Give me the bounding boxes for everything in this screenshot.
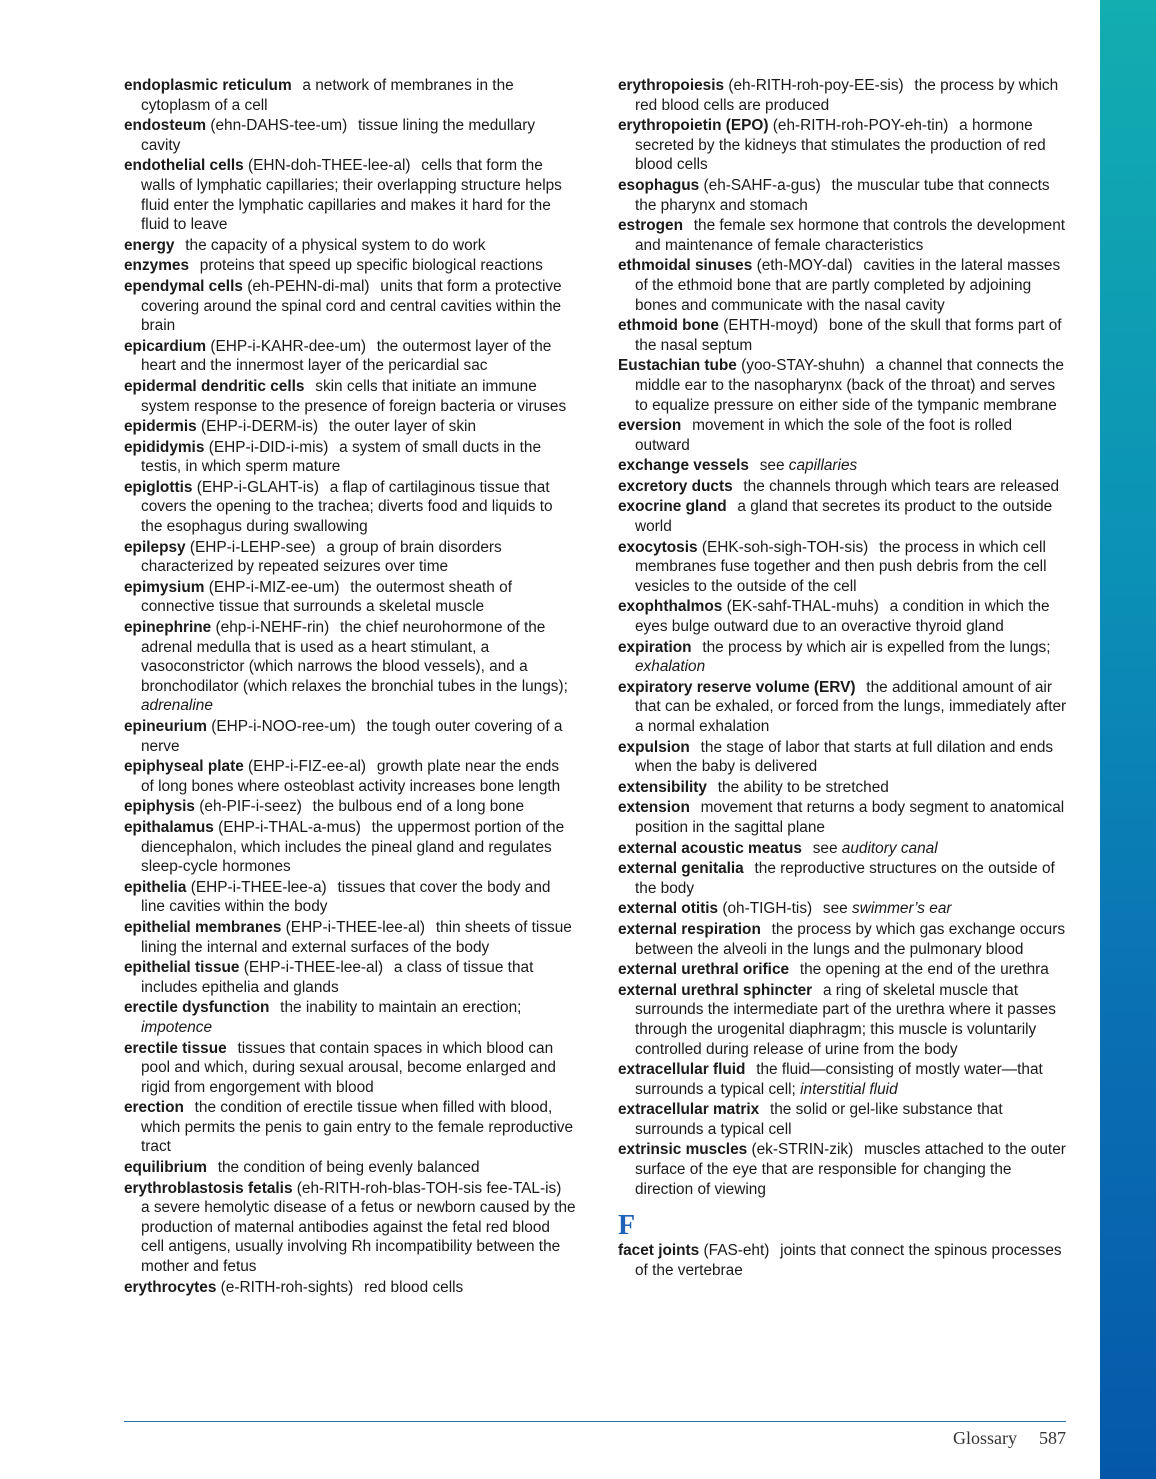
glossary-pronunciation: (EHP-i-NOO-ree-um): [211, 718, 356, 735]
glossary-entry: [124, 256, 576, 276]
glossary-definition: cavities in the lateral masses of the ethmoid bone that are partly completed by adjoining bones and communicate with the nasal cavity: [635, 257, 1061, 314]
glossary-definition: the bulbous end of a long bone: [312, 798, 525, 816]
glossary-term: external genitalia: [618, 860, 744, 878]
glossary-entry: [618, 1060, 1070, 1099]
glossary-pronunciation: (EHTH-moyd): [723, 317, 819, 335]
glossary-definition: a channel that connects the middle ear to the nasopharynx (back of the throat) and serves to equalize pressure on either side of the tympanic membrane: [635, 357, 1064, 414]
glossary-pronunciation: (EHK-soh-sigh-TOH-sis): [701, 538, 869, 556]
glossary-term: endoplasmic reticulum: [124, 77, 292, 94]
glossary-italic-term: swimmer’s ear: [852, 900, 952, 918]
glossary-column-right: [618, 76, 1070, 1281]
glossary-definition: the condition of erectile tissue when filled with blood, which permits the penis to gain entry to the female reproductive tract: [141, 1099, 574, 1156]
glossary-definition: the fluid—consisting of mostly water—that surrounds a typical cell;: [635, 1061, 1043, 1098]
glossary-term: epinephrine: [124, 619, 212, 637]
glossary-definition: a system of small ducts in the testis, in which sperm mature: [141, 438, 542, 476]
glossary-entry: [618, 738, 1070, 777]
glossary-entry: [124, 797, 576, 817]
glossary-term: erythropoiesis: [618, 77, 725, 94]
glossary-entry: [618, 416, 1070, 455]
glossary-definition: a severe hemolytic disease of a fetus or newborn caused by the production of maternal antibodies against the fetal red blood cell antigens, usually involving Rh incompatibility between the mother and fetus: [141, 1199, 576, 1276]
section-letter-heading: F: [618, 1210, 636, 1242]
glossary-term: epithalamus: [124, 818, 214, 836]
glossary-definition: skin cells that initiate an immune system response to the presence of foreign bacteria or viruses: [141, 377, 567, 415]
glossary-pronunciation: (ehp-i-NEHF-rin): [215, 619, 330, 637]
glossary-definition: the muscular tube that connects the pharynx and stomach: [635, 176, 1050, 214]
glossary-definition: the process by which gas exchange occurs between the alveoli in the lungs and the pulmonary blood: [635, 920, 1066, 958]
glossary-definition: proteins that speed up specific biological reactions: [199, 257, 543, 275]
glossary-entry: [124, 478, 576, 537]
glossary-pronunciation: (EHP-i-THEE-lee-al): [285, 918, 426, 936]
glossary-term: external respiration: [618, 920, 761, 938]
glossary-pronunciation: (oh-TIGH-tis): [722, 900, 813, 918]
glossary-term: external urethral orifice: [618, 961, 790, 979]
glossary-entry: [618, 477, 1070, 497]
glossary-entry: [618, 981, 1070, 1059]
glossary-definition: the outermost sheath of connective tissue that surrounds a skeletal muscle: [141, 578, 512, 616]
glossary-entry: [618, 1140, 1070, 1199]
glossary-entry: [618, 859, 1070, 898]
glossary-entry: [618, 638, 1070, 677]
glossary-pronunciation: (EHP-i-LEHP-see): [189, 538, 316, 556]
glossary-term: epiphyseal plate: [124, 758, 244, 776]
glossary-italic-term: interstitial fluid: [800, 1080, 898, 1098]
glossary-definition: the channels through which tears are released: [743, 477, 1060, 495]
glossary-definition: a condition in which the eyes bulge outward due to an overactive thyroid gland: [635, 598, 1050, 636]
glossary-pronunciation: (eh-RITH-roh-blas-TOH-sis fee-TAL-is): [296, 1179, 562, 1197]
glossary-term: exchange vessels: [618, 457, 749, 475]
glossary-definition: the opening at the end of the urethra: [799, 961, 1049, 979]
glossary-definition: the outermost layer of the heart and the innermost layer of the pericardial sac: [141, 337, 552, 375]
page-number: 587: [1039, 1428, 1066, 1448]
glossary-entry: [124, 717, 576, 756]
glossary-definition: the inability to maintain an erection;: [280, 999, 522, 1017]
glossary-entry: [618, 76, 1070, 115]
glossary-entry: [618, 899, 1070, 919]
glossary-entry: [124, 116, 576, 155]
glossary-pronunciation: (EHP-i-GLAHT-is): [196, 478, 319, 496]
glossary-entry: [124, 1278, 576, 1298]
glossary-term: erythropoietin (EPO): [618, 117, 769, 135]
glossary-definition: the stage of labor that starts at full dilation and ends when the baby is delivered: [635, 738, 1054, 776]
glossary-term: esophagus: [618, 176, 700, 194]
glossary-definition: the process in which cell membranes fuse together and then push debris from the cell vesicles to the outside of the cell: [635, 538, 1047, 595]
glossary-pronunciation: (FAS-eht): [703, 1242, 770, 1260]
glossary-entry: [618, 538, 1070, 597]
glossary-entry: [124, 1179, 576, 1277]
glossary-term: ethmoid bone: [618, 317, 719, 335]
glossary-pronunciation: (ehn-DAHS-tee-um): [210, 117, 348, 135]
glossary-definition: the condition of being evenly balanced: [217, 1159, 480, 1177]
footer-rule: [124, 1421, 1066, 1422]
glossary-definition: a network of membranes in the cytoplasm of a cell: [141, 77, 514, 114]
glossary-term: epididymis: [124, 438, 205, 456]
glossary-definition: thin sheets of tissue lining the internal and external surfaces of the body: [141, 918, 572, 956]
glossary-italic-term: capillaries: [788, 457, 858, 475]
glossary-pronunciation: (EHP-i-THAL-a-mus): [218, 818, 361, 836]
glossary-entry: [124, 918, 576, 957]
glossary-definition: the ability to be stretched: [717, 778, 889, 796]
glossary-term: endosteum: [124, 117, 207, 135]
glossary-entry: [618, 678, 1070, 737]
glossary-entry: [618, 456, 1070, 476]
glossary-entry: [618, 798, 1070, 837]
glossary-italic-term: adrenaline: [141, 697, 213, 715]
glossary-term: estrogen: [618, 217, 683, 235]
glossary-term: exophthalmos: [618, 598, 723, 616]
glossary-definition: units that form a protective covering around the spinal cord and central cavities within the brain: [141, 277, 562, 335]
glossary-definition: a hormone secreted by the kidneys that stimulates the production of red blood cells: [635, 117, 1046, 174]
glossary-definition: the process by which red blood cells are produced: [635, 77, 1059, 114]
glossary-term: excretory ducts: [618, 477, 733, 495]
glossary-pronunciation: (EHN-doh-THEE-lee-al): [248, 157, 411, 175]
glossary-entry: [124, 277, 576, 336]
glossary-definition: a flap of cartilaginous tissue that covers the opening to the trachea; diverts food and liquids to the esophagus during swallowing: [141, 478, 553, 536]
glossary-term: epidermal dendritic cells: [124, 377, 305, 395]
glossary-definition: the process by which air is expelled from the lungs;: [702, 638, 1051, 656]
glossary-entry: [124, 438, 576, 477]
glossary-term: epidermis: [124, 418, 197, 436]
glossary-definition: tissues that cover the body and line cavities within the body: [141, 878, 551, 916]
glossary-pronunciation: (eh-SAHF-a-gus): [703, 176, 821, 194]
glossary-term: exocrine gland: [618, 498, 727, 516]
glossary-term: extrinsic muscles: [618, 1141, 748, 1159]
glossary-definition: the uppermost portion of the diencephalon, which includes the pineal gland and regulates sleep-cycle hormones: [141, 818, 565, 876]
glossary-term: external acoustic meatus: [618, 839, 802, 857]
glossary-entry: [618, 1100, 1070, 1139]
glossary-term: expiration: [618, 638, 692, 656]
glossary-entry: [618, 960, 1070, 980]
glossary-entry: [124, 156, 576, 234]
glossary-entry: [124, 76, 576, 115]
glossary-definition: bone of the skull that forms part of the nasal septum: [635, 317, 1062, 354]
glossary-column-left: [124, 76, 576, 1298]
glossary-pronunciation: (eh-RITH-roh-poy-EE-sis): [728, 77, 904, 94]
glossary-term: extracellular matrix: [618, 1101, 760, 1119]
glossary-entry: [124, 417, 576, 437]
glossary-entry: [124, 1039, 576, 1098]
glossary-term: epithelial tissue: [124, 959, 240, 977]
glossary-entry: [124, 578, 576, 617]
glossary-definition: movement that returns a body segment to anatomical position in the sagittal plane: [635, 799, 1065, 836]
glossary-italic-term: auditory canal: [841, 839, 938, 857]
glossary-term: erythrocytes: [124, 1278, 217, 1296]
glossary-entry: [618, 920, 1070, 959]
glossary-entry: [124, 958, 576, 997]
glossary-pronunciation: (e-RITH-roh-sights): [220, 1278, 354, 1296]
glossary-pronunciation: (EHP-i-KAHR-dee-um): [210, 337, 367, 355]
glossary-definition: the chief neurohormone of the adrenal medulla that is used as a heart stimulant, a vasoconstrictor (which narrows the blood vessels), and a bronchodilator (which relaxes the bronchial tubes in the lungs);: [141, 619, 568, 695]
glossary-entry: [124, 538, 576, 577]
glossary-definition: the capacity of a physical system to do work: [185, 236, 486, 254]
glossary-definition: growth plate near the ends of long bones where osteoblast activity increases bone length: [141, 758, 561, 795]
glossary-entry: [618, 597, 1070, 636]
glossary-definition: movement in which the sole of the foot is rolled outward: [635, 417, 1013, 454]
glossary-term: erythroblastosis fetalis: [124, 1179, 293, 1197]
glossary-term: equilibrium: [124, 1159, 207, 1177]
glossary-definition: the tough outer covering of a nerve: [141, 718, 563, 755]
glossary-pronunciation: (eh-PEHN-di-mal): [247, 277, 370, 295]
glossary-term: eversion: [618, 417, 682, 435]
glossary-definition: see: [812, 839, 838, 857]
glossary-term: exocytosis: [618, 538, 698, 556]
glossary-term: epimysium: [124, 578, 205, 596]
glossary-entry: [618, 256, 1070, 315]
glossary-definition: a class of tissue that includes epithelia and glands: [141, 959, 534, 996]
glossary-definition: red blood cells: [363, 1278, 464, 1296]
glossary-entry: [618, 216, 1070, 255]
glossary-definition: a ring of skeletal muscle that surrounds the intermediate part of the urethra where it passes through the urogenital diaphragm; this muscle is voluntarily controlled during release of urine from the body: [635, 981, 1056, 1058]
glossary-entry: [124, 1098, 576, 1157]
glossary-entry: [618, 497, 1070, 536]
glossary-pronunciation: (EHP-i-THEE-lee-a): [190, 878, 327, 896]
glossary-entry: [124, 818, 576, 877]
glossary-entry: [618, 778, 1070, 798]
glossary-term: enzymes: [124, 257, 190, 275]
glossary-entry: [618, 116, 1070, 175]
glossary-definition: joints that connect the spinous processes of the vertebrae: [635, 1242, 1062, 1279]
glossary-term: epithelial membranes: [124, 918, 282, 936]
glossary-pronunciation: (EHP-i-DID-i-mis): [208, 438, 329, 456]
glossary-pronunciation: (eh-RITH-roh-POY-eh-tin): [772, 117, 949, 135]
glossary-pronunciation: (EHP-i-THEE-lee-al): [243, 959, 384, 977]
page-footer: [953, 1428, 1066, 1449]
glossary-definition: the female sex hormone that controls the development and maintenance of female characteristics: [635, 217, 1066, 254]
glossary-term: epiphysis: [124, 798, 195, 816]
glossary-pronunciation: (eh-PIF-i-seez): [199, 798, 302, 816]
glossary-term: ethmoidal sinuses: [618, 257, 753, 275]
glossary-entry: [124, 236, 576, 256]
glossary-pronunciation: (eth-MOY-dal): [756, 257, 853, 275]
glossary-entry: [618, 176, 1070, 215]
glossary-italic-term: impotence: [141, 1018, 213, 1036]
glossary-definition: cells that form the walls of lymphatic capillaries; their overlapping structure helps fluid enter the lymphatic capillaries and makes it hard for the fluid to leave: [141, 157, 562, 234]
glossary-pronunciation: (EHP-i-MIZ-ee-um): [208, 578, 340, 596]
glossary-definition: a group of brain disorders characterized by repeated seizures over time: [141, 538, 502, 576]
glossary-term: epicardium: [124, 337, 207, 355]
glossary-entry: [124, 757, 576, 796]
glossary-definition: a gland that secretes its product to the outside world: [635, 498, 1053, 536]
glossary-entry: [124, 337, 576, 376]
glossary-term: Eustachian tube: [618, 357, 737, 375]
glossary-term: epithelia: [124, 878, 187, 896]
glossary-term: erectile tissue: [124, 1039, 227, 1057]
glossary-definition: tissues that contain spaces in which blood can pool and which, during sexual arousal, become enlarged and rigid from engorgement with blood: [141, 1039, 556, 1096]
glossary-term: endothelial cells: [124, 157, 244, 175]
glossary-entry: [124, 878, 576, 917]
glossary-term: facet joints: [618, 1242, 700, 1260]
glossary-term: epineurium: [124, 718, 207, 735]
glossary-entry: [124, 618, 576, 716]
footer-label: Glossary: [953, 1428, 1017, 1448]
glossary-entry: [618, 1241, 1070, 1280]
glossary-term: epiglottis: [124, 478, 193, 496]
glossary-entry: [618, 356, 1070, 415]
glossary-definition: the reproductive structures on the outside of the body: [635, 860, 1055, 897]
glossary-term: external otitis: [618, 900, 719, 918]
glossary-pronunciation: (EHP-i-DERM-is): [201, 418, 319, 436]
glossary-pronunciation: (EK-sahf-THAL-muhs): [726, 598, 879, 616]
glossary-definition: the outer layer of skin: [328, 418, 477, 436]
glossary-italic-term: exhalation: [635, 658, 706, 676]
glossary-definition: see: [759, 457, 785, 475]
side-color-bar: [1100, 0, 1156, 1479]
glossary-definition: the additional amount of air that can be exhaled, or forced from the lungs, immediately after a normal exhalation: [635, 678, 1067, 735]
glossary-pronunciation: (ek-STRIN-zik): [751, 1141, 854, 1159]
glossary-term: epilepsy: [124, 538, 186, 556]
glossary-term: ependymal cells: [124, 277, 243, 295]
glossary-entry: [618, 316, 1070, 355]
glossary-term: expulsion: [618, 738, 690, 756]
glossary-term: extracellular fluid: [618, 1061, 746, 1079]
glossary-entry: [124, 1158, 576, 1178]
glossary-term: external urethral sphincter: [618, 981, 813, 999]
glossary-term: erectile dysfunction: [124, 999, 270, 1017]
glossary-term: extensibility: [618, 778, 707, 796]
glossary-term: erection: [124, 1099, 184, 1117]
glossary-definition: the solid or gel-like substance that surrounds a typical cell: [635, 1101, 1003, 1138]
glossary-pronunciation: (EHP-i-FIZ-ee-al): [248, 758, 367, 776]
glossary-pronunciation: (yoo-STAY-shuhn): [741, 357, 865, 375]
glossary-term: expiratory reserve volume (ERV): [618, 678, 856, 696]
glossary-term: extension: [618, 799, 690, 817]
glossary-entry: [618, 839, 1070, 859]
glossary-entry: [124, 377, 576, 416]
glossary-definition: see: [822, 900, 848, 918]
glossary-definition: tissue lining the medullary cavity: [141, 117, 536, 154]
glossary-entry: [124, 998, 576, 1037]
glossary-definition: muscles attached to the outer surface of the eye that are responsible for changing the direction of viewing: [635, 1141, 1066, 1198]
glossary-term: energy: [124, 236, 175, 254]
